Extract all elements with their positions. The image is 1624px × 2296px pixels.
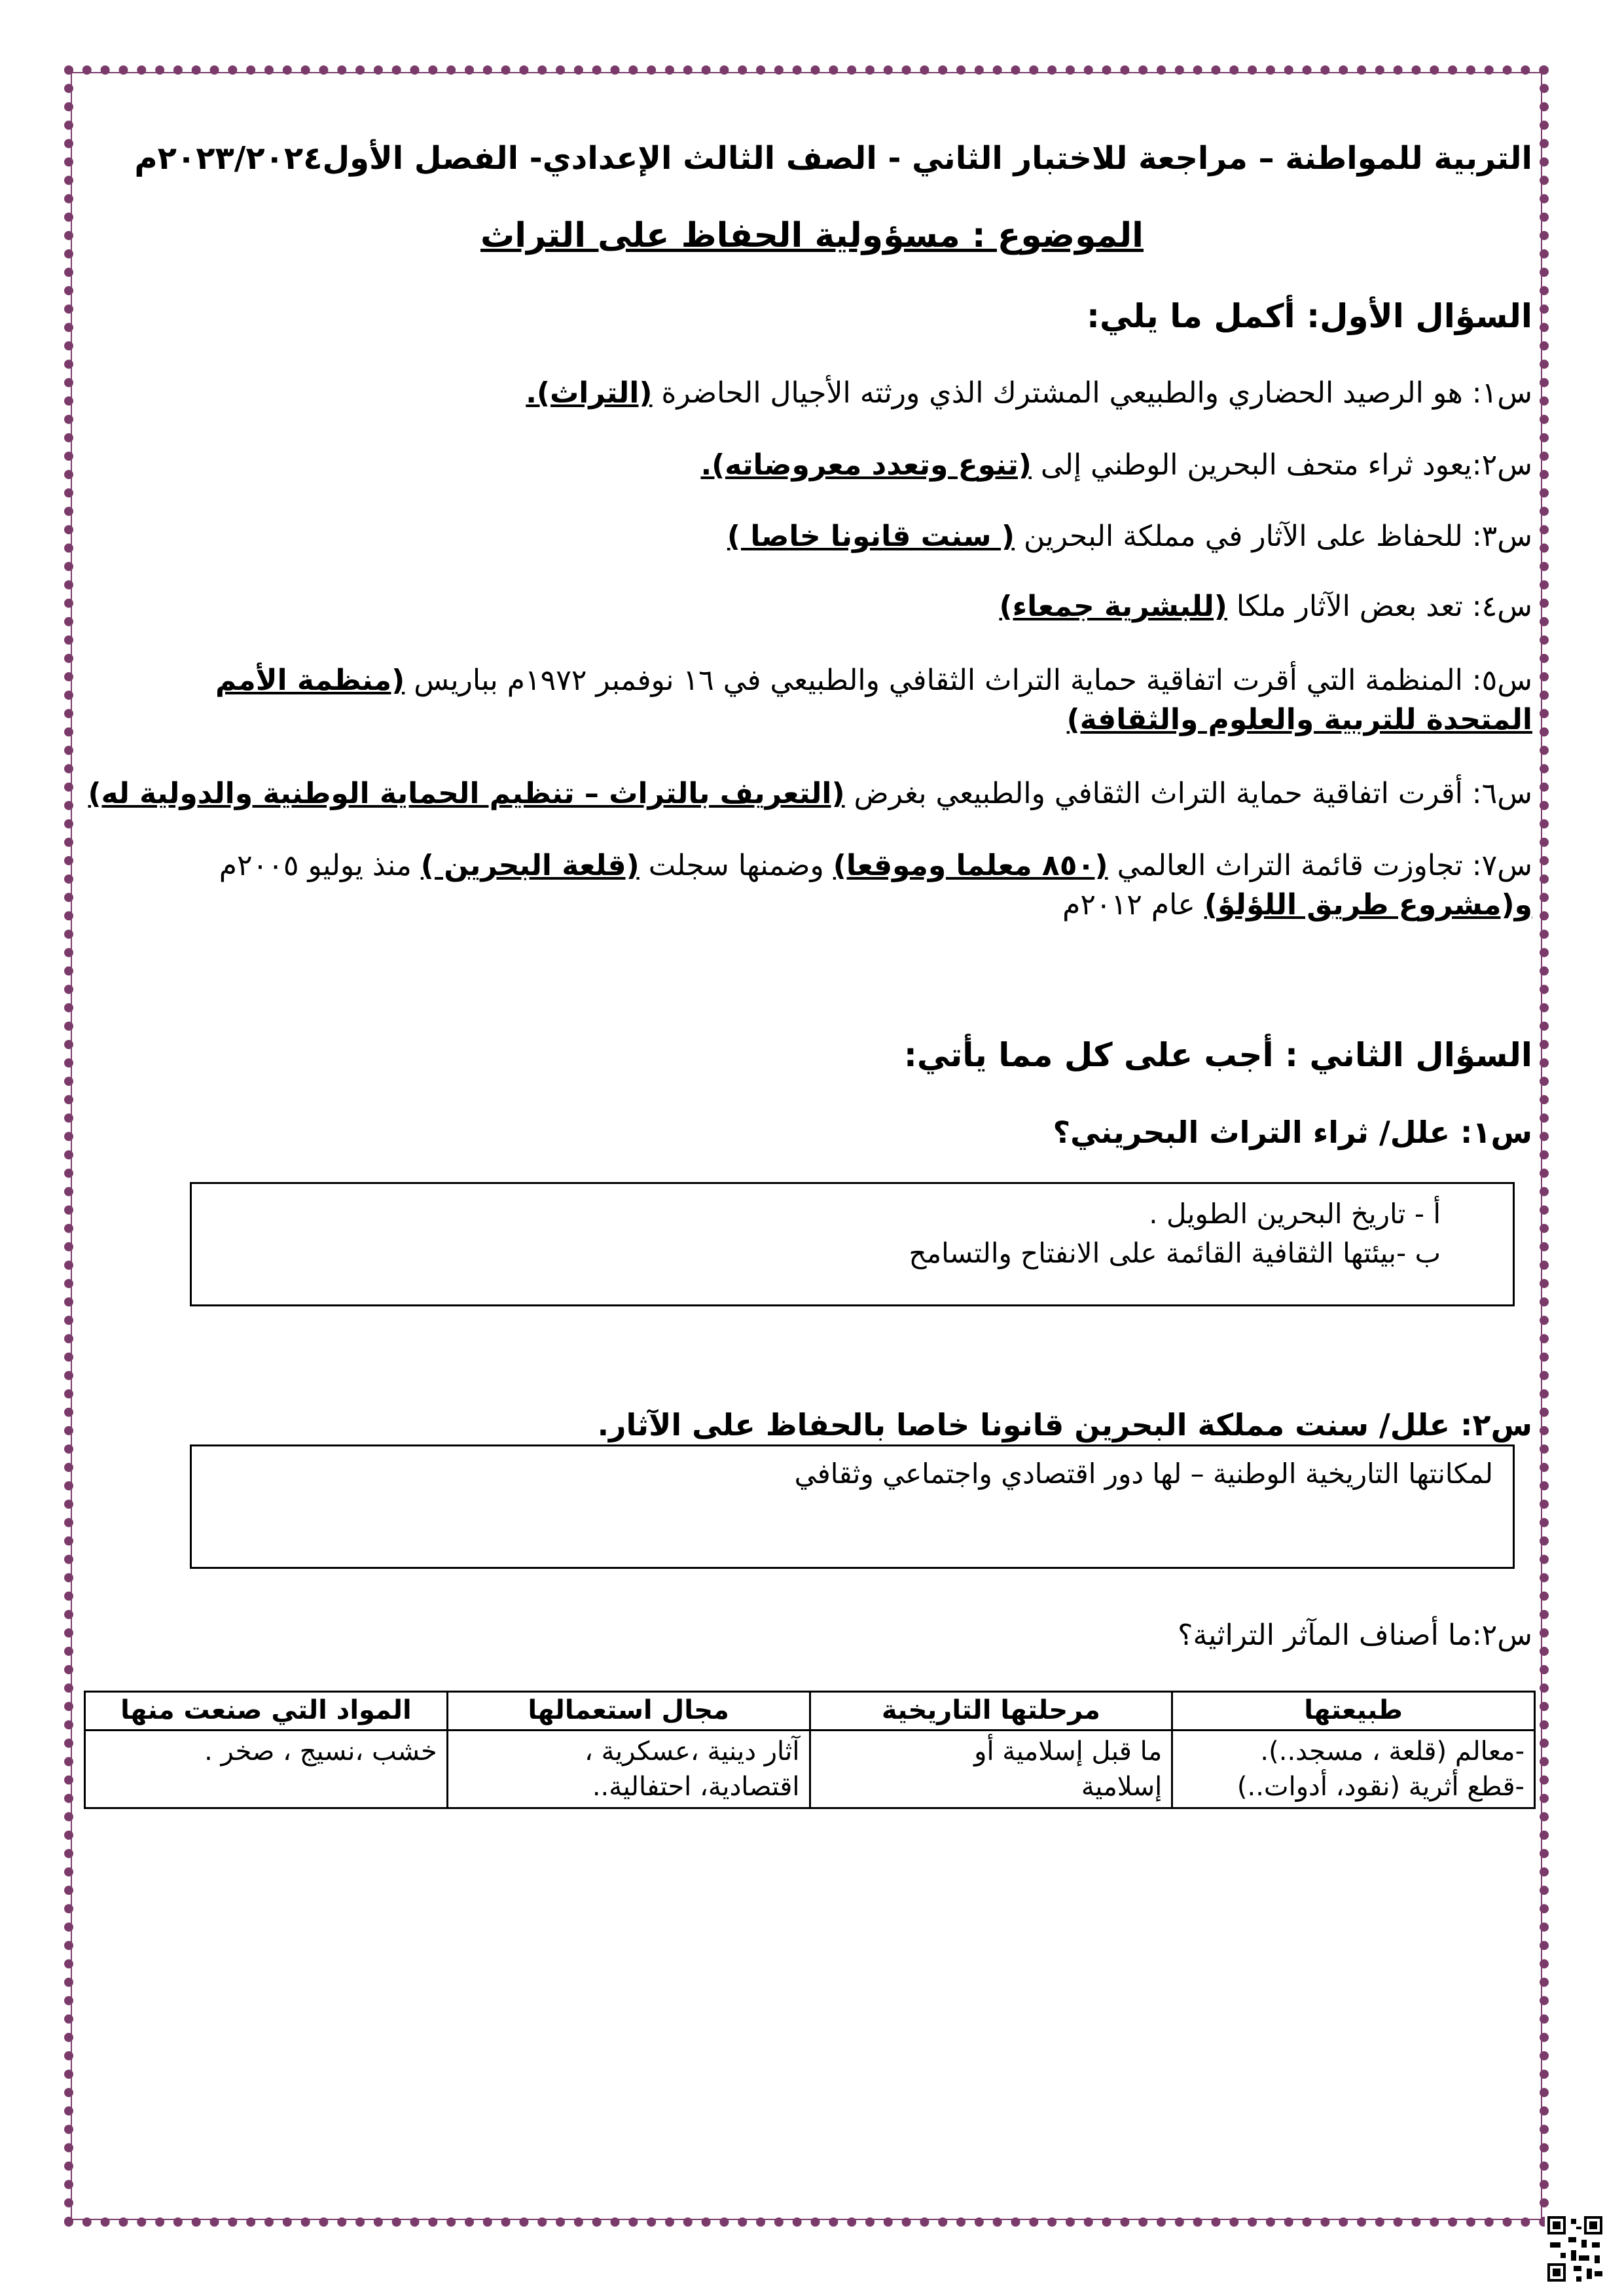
answer-line: لمكانتها التاريخية الوطنية – لها دور اقتصادي واجتماعي وثقافي <box>794 1458 1493 1490</box>
table-cell <box>810 1731 1172 1808</box>
section2-q3-question: س٢:ما أصناف المآثر التراثية؟ <box>1178 1619 1532 1652</box>
section2-q1-question: س١: علل/ ثراء التراث البحريني؟ <box>1053 1115 1532 1150</box>
table-cell <box>447 1731 810 1808</box>
question-text-c: منذ يوليو ٢٠٠٥م <box>219 849 421 882</box>
table-row <box>85 1731 1535 1808</box>
cell-line: خشب ،نسيج ، صخر . <box>204 1736 437 1767</box>
question-text: س٣: للحفاظ على الآثار في مملكة البحرين <box>1014 520 1532 553</box>
table-header-cell: طبيعتها <box>1172 1692 1535 1731</box>
answer-text: (التراث). <box>526 376 653 410</box>
question-7-line2 <box>118 886 1532 925</box>
question-text-continued: عام ٢٠١٢م <box>1062 888 1204 922</box>
question-text: س٤: تعد بعض الآثار ملكا <box>1227 590 1532 623</box>
question-3 <box>118 517 1532 556</box>
question-6 <box>88 774 1532 814</box>
cell-line: -قطع أثرية (نقود، أدوات..) <box>1236 1772 1525 1802</box>
cell-line: -معالم (قلعة ، مسجد..). <box>1260 1736 1525 1767</box>
table-header-row <box>85 1692 1535 1731</box>
answer-text: (منظمة الأمم <box>215 664 405 697</box>
table-cell <box>1172 1731 1535 1808</box>
answer-box-q2 <box>190 1444 1515 1569</box>
answer-text-continued: المتحدة للتربية والعلوم والثقافة) <box>1066 703 1532 736</box>
question-5-line2 <box>118 700 1532 740</box>
question-text: س١: هو الرصيد الحضاري والطبيعي المشترك الذي ورثته الأجيال الحاضرة <box>652 376 1532 410</box>
answer-text: (التعريف بالتراث – تنظيم الحماية الوطنية والدولية له) <box>88 777 845 810</box>
document-title: التربية للمواطنة – مراجعة للاختبار الثاني - الصف الثالث الإعدادي- الفصل الأول٢٠٢٣/٢٠٢٤م <box>134 140 1532 177</box>
question-1 <box>118 374 1532 413</box>
question-text: س٢:يعود ثراء متحف البحرين الوطني إلى <box>1031 448 1532 482</box>
qr-code-icon <box>1545 2214 1605 2284</box>
question-5 <box>118 661 1532 700</box>
table-header-cell: مرحلتها التاريخية <box>810 1692 1172 1731</box>
table-header-cell: مجال استعمالها <box>447 1692 810 1731</box>
answer-line: أ - تاريخ البحرين الطويل . <box>1149 1198 1441 1230</box>
cell-line: اقتصادية، احتفالية.. <box>592 1772 800 1802</box>
cell-line: آثار دينية ،عسكرية ، <box>584 1736 800 1767</box>
question-text: س٧: تجاوزت قائمة التراث العالمي <box>1108 849 1532 882</box>
heritage-types-table <box>84 1691 1536 1809</box>
question-text: س٥: المنظمة التي أقرت اتفاقية حماية التراث الثقافي والطبيعي في ١٦ نوفمبر ١٩٧٢م بباريس <box>405 664 1532 697</box>
answer-text: ( سنت قانونا خاصا ) <box>727 520 1015 553</box>
cell-line: ما قبل إسلامية أو <box>974 1736 1163 1767</box>
answer-box-q1 <box>190 1182 1515 1306</box>
answer-text: (٨٥٠ معلما وموقعا) <box>833 849 1108 882</box>
answer-line: ب -بيئتها الثقافية القائمة على الانفتاح والتسامح <box>909 1237 1441 1269</box>
question-text-b: وضمنها سجلت <box>639 849 833 882</box>
section1-heading: السؤال الأول: أكمل ما يلي: <box>1087 297 1532 335</box>
cell-line: إسلامية <box>1081 1772 1163 1802</box>
question-4 <box>118 587 1532 626</box>
answer-text: (تنوع وتعدد معروضاته). <box>700 448 1032 482</box>
answer-text-continued: و(مشروع طريق اللؤلؤ) <box>1204 888 1532 922</box>
question-text: س٦: أقرت اتفاقية حماية التراث الثقافي والطبيعي بغرض <box>844 777 1532 810</box>
table-cell <box>85 1731 448 1808</box>
question-7 <box>118 846 1532 886</box>
section2-heading: السؤال الثاني : أجب على كل مما يأتي: <box>903 1036 1532 1074</box>
table-header-cell: المواد التي صنعت منها <box>85 1692 448 1731</box>
question-2 <box>118 446 1532 485</box>
section2-q2-question: س٢: علل/ سنت مملكة البحرين قانونا خاصا بالحفاظ على الآثار. <box>597 1407 1532 1443</box>
answer-text: (للبشرية جمعاء) <box>999 590 1227 623</box>
document-topic: الموضوع : مسؤولية الحفاظ على التراث <box>480 216 1144 255</box>
answer-text-b: (قلعة البحرين ) <box>420 849 640 882</box>
